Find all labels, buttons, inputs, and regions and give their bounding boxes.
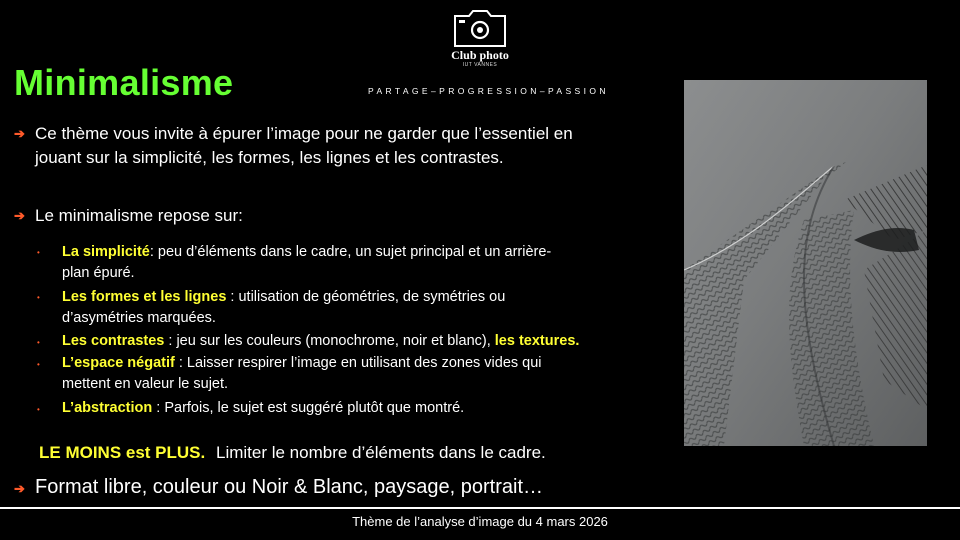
item-espace (62, 353, 672, 395)
item-text: : Laisser respirer l’image en utilisant des zones vides qui (174, 355, 542, 371)
moins-plus-line (39, 443, 546, 463)
item-text-2: mettent en valeur le sujet. (62, 376, 229, 392)
item-key: Les formes et les lignes (62, 289, 227, 305)
bullet-dot: • (37, 405, 40, 414)
intro-line-2: jouant sur la simplicité, les formes, les lignes et les contrastes. (35, 148, 504, 167)
bullet-arrow-icon: ➔ (14, 481, 25, 496)
item-simplicite (62, 242, 672, 284)
moins-text: Limiter le nombre d’éléments dans le cadre. (215, 443, 546, 462)
item-key: Les contrastes (62, 333, 165, 349)
item-text: : jeu sur les couleurs (monochrome, noir et blanc), (164, 333, 495, 349)
item-key-2: les textures. (494, 333, 580, 349)
ripple-photo (684, 80, 927, 446)
item-text-2: d’asymétries marquées. (62, 310, 216, 326)
footer-divider (0, 507, 960, 509)
bullet-dot: • (37, 248, 40, 257)
item-text: : peu d’éléments dans le cadre, un sujet principal et un arrière- (149, 244, 552, 260)
item-key: L’espace négatif (62, 355, 175, 371)
item-text: : utilisation de géométries, de symétries ou (226, 289, 506, 305)
item-text: : Parfois, le sujet est suggéré plutôt que montré. (152, 400, 465, 416)
bullet-dot: • (37, 293, 40, 302)
item-abstraction (62, 398, 672, 419)
format-text: Format libre, couleur ou Noir & Blanc, paysage, portrait… (35, 476, 543, 498)
item-key: L’abstraction (62, 400, 153, 416)
logo-name: Club photo (451, 48, 509, 62)
club-logo (442, 8, 518, 74)
logo-subtitle: IUT VANNES (462, 62, 498, 68)
bullet-arrow-icon: ➔ (14, 208, 25, 223)
item-key: La simplicité (62, 244, 150, 260)
slide-title: Minimalisme (14, 62, 234, 103)
bullet-dot: • (37, 360, 40, 369)
item-text-2: plan épuré. (62, 265, 135, 281)
footer-text: Thème de l’analyse d’image du 4 mars 2026 (352, 514, 608, 529)
moins-key: LE MOINS est PLUS. (39, 443, 206, 462)
intro-line-1: Ce thème vous invite à épurer l’image pour ne garder que l’essentiel en (35, 124, 573, 143)
bullet-dot: • (37, 338, 40, 347)
item-contrastes (62, 331, 672, 352)
bullet-arrow-icon: ➔ (14, 126, 25, 141)
repose-text: Le minimalisme repose sur: (35, 206, 243, 225)
camera-icon (447, 8, 513, 48)
tagline: PARTAGE–PROGRESSION–PASSION (368, 86, 609, 96)
item-formes (62, 287, 672, 329)
